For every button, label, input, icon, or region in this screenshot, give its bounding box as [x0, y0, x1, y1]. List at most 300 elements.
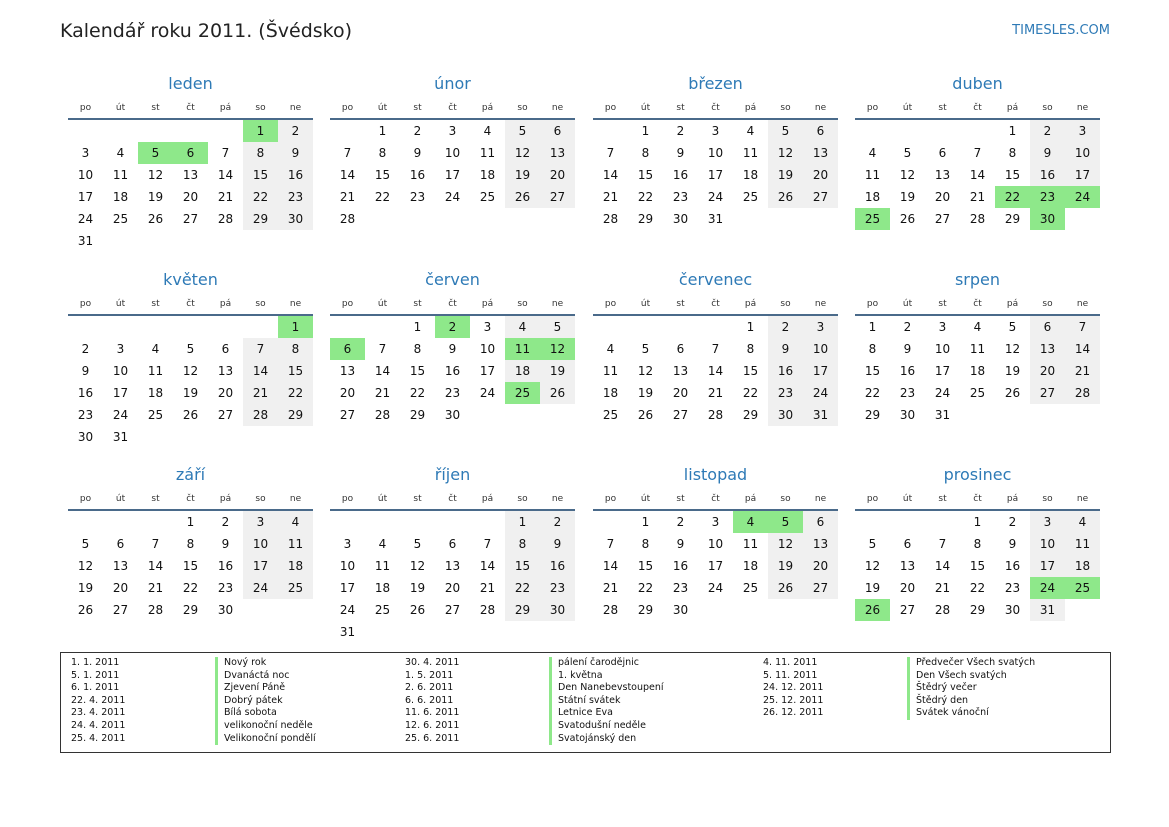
empty-cell	[803, 599, 838, 621]
day-cell: 3	[711, 515, 720, 529]
day-cell: 5	[81, 537, 90, 551]
day-cell: 7	[606, 537, 615, 551]
month-name: prosinec	[943, 465, 1012, 484]
day-cell: 18	[278, 555, 313, 577]
day-cell: 13	[540, 142, 575, 164]
empty-cell	[243, 230, 278, 252]
week-row	[68, 511, 313, 533]
weekday-label: ne	[1076, 103, 1089, 113]
weekday-label: pá	[1006, 103, 1019, 113]
weekday-label: ne	[551, 494, 564, 504]
day-cell: 24	[339, 603, 356, 617]
day-cell: 3	[448, 124, 457, 138]
weekday-header	[855, 487, 1100, 511]
week-row	[330, 621, 575, 643]
empty-cell	[208, 316, 243, 338]
day-cell: 12	[637, 364, 654, 378]
weekday-header	[68, 487, 313, 511]
day-cell: 28	[243, 404, 278, 426]
weekday-label: so	[255, 103, 266, 113]
week-row	[68, 186, 313, 208]
day-cell: 22	[969, 581, 986, 595]
empty-cell	[505, 621, 540, 643]
day-cell: 15	[1004, 168, 1021, 182]
day-cell: 30	[217, 603, 234, 617]
weekday-label: čt	[448, 494, 457, 504]
day-cell: 16	[1004, 559, 1021, 573]
empty-cell	[663, 316, 698, 338]
week-row	[68, 533, 313, 555]
day-cell: 7	[221, 146, 230, 160]
empty-cell	[278, 426, 313, 448]
weekday-header	[855, 96, 1100, 120]
day-cell: 14	[934, 559, 951, 573]
month-5	[68, 268, 313, 448]
empty-cell	[103, 230, 138, 252]
month-name: srpen	[954, 270, 1001, 289]
day-cell: 21	[602, 581, 619, 595]
day-cell: 11	[374, 559, 391, 573]
day-cell: 14	[479, 559, 496, 573]
week-row	[855, 120, 1100, 142]
day-cell: 2	[413, 124, 422, 138]
weekday-label: čt	[448, 299, 457, 309]
empty-cell	[470, 511, 505, 533]
empty-cell	[138, 120, 173, 142]
day-cell: 15	[864, 364, 881, 378]
empty-cell	[855, 511, 890, 533]
holiday-date: 30. 4. 2011	[405, 657, 460, 668]
month-name: únor	[434, 74, 471, 93]
day-cell: 31	[77, 234, 94, 248]
empty-cell	[173, 316, 208, 338]
day-cell: 14	[243, 360, 278, 382]
day-cell: 21	[243, 382, 278, 404]
day-cell: 27	[444, 603, 461, 617]
day-cell: 16	[444, 364, 461, 378]
day-cell: 17	[707, 168, 724, 182]
day-cell: 12	[147, 168, 164, 182]
site-link[interactable]: TIMESLES.COM	[1012, 23, 1110, 38]
day-cell: 14	[1065, 338, 1100, 360]
day-cell: 22	[505, 577, 540, 599]
day-cell: 8	[641, 146, 650, 160]
weekday-label: st	[676, 103, 685, 113]
holiday-name: Svatodušní neděle	[549, 720, 646, 733]
day-cell: 12	[768, 533, 803, 555]
day-cell: 4	[116, 146, 125, 160]
week-row	[855, 208, 1100, 230]
holiday-column	[71, 657, 316, 745]
day-cell: 11	[864, 168, 881, 182]
empty-cell	[1030, 404, 1065, 426]
day-cell: 8	[1008, 146, 1017, 160]
day-cell: 5	[413, 537, 422, 551]
empty-cell	[470, 208, 505, 230]
holiday-date: 4. 11. 2011	[763, 657, 818, 668]
day-cell: 1	[641, 515, 650, 529]
weekday-label: st	[151, 494, 160, 504]
day-cell: 20	[339, 386, 356, 400]
weekday-label: út	[377, 494, 388, 504]
holiday-item	[71, 670, 316, 683]
week-row	[330, 208, 575, 230]
weekday-header	[330, 96, 575, 120]
empty-cell	[138, 426, 173, 448]
day-cell: 29	[742, 408, 759, 422]
day-cell: 11	[969, 342, 986, 356]
week-row	[855, 511, 1100, 533]
weekday-label: po	[604, 103, 617, 113]
day-cell: 22	[278, 382, 313, 404]
day-cell: 20	[803, 164, 838, 186]
day-cell: 13	[444, 559, 461, 573]
day-cell: 25	[969, 386, 986, 400]
weekday-label: po	[341, 494, 354, 504]
day-cell: 5	[1008, 320, 1017, 334]
month-10	[330, 463, 575, 643]
empty-cell	[365, 316, 400, 338]
day-cell: 21	[147, 581, 164, 595]
day-cell: 20	[899, 581, 916, 595]
empty-cell	[925, 511, 960, 533]
weekday-label: ne	[551, 103, 564, 113]
empty-cell	[138, 316, 173, 338]
day-cell: 31	[112, 430, 129, 444]
empty-cell	[1065, 404, 1100, 426]
day-cell: 23	[768, 382, 803, 404]
week-row	[330, 316, 575, 338]
empty-cell	[435, 208, 470, 230]
day-cell: 26	[899, 212, 916, 226]
day-cell: 9	[1030, 142, 1065, 164]
week-row	[68, 577, 313, 599]
day-cell: 19	[409, 581, 426, 595]
weekday-label: st	[676, 494, 685, 504]
day-cell: 19	[182, 386, 199, 400]
day-cell: 16	[409, 168, 426, 182]
day-cell: 14	[707, 364, 724, 378]
day-cell: 28	[602, 603, 619, 617]
day-cell: 8	[378, 146, 387, 160]
day-cell: 9	[676, 146, 685, 160]
day-cell: 22	[864, 386, 881, 400]
day-cell: 28	[1065, 382, 1100, 404]
day-cell: 17	[479, 364, 496, 378]
weekday-label: so	[517, 494, 528, 504]
day-cell: 16	[672, 559, 689, 573]
month-1	[68, 72, 313, 252]
holiday-item	[71, 733, 316, 746]
day-cell: 25	[374, 603, 391, 617]
day-cell: 20	[444, 581, 461, 595]
day-cell: 25	[479, 190, 496, 204]
weekday-label: st	[938, 299, 947, 309]
week-row	[593, 316, 838, 338]
day-cell: 27	[1030, 382, 1065, 404]
holiday-date: 6. 6. 2011	[405, 694, 454, 706]
weekday-label: čt	[186, 103, 195, 113]
empty-cell	[400, 621, 435, 643]
day-cell: 8	[278, 338, 313, 360]
empty-cell	[138, 230, 173, 252]
holiday-item	[763, 682, 1035, 695]
holiday-date: 24. 12. 2011	[763, 682, 824, 694]
empty-cell	[698, 599, 733, 621]
holiday-date: 5. 11. 2011	[763, 669, 818, 681]
empty-cell	[768, 599, 803, 621]
day-cell: 23	[672, 190, 689, 204]
weekday-label: st	[413, 299, 422, 309]
day-cell: 6	[540, 120, 575, 142]
day-cell: 10	[1065, 142, 1100, 164]
empty-cell	[173, 230, 208, 252]
day-cell: 19	[505, 164, 540, 186]
day-cell: 2	[221, 515, 230, 529]
day-cell: 2	[768, 316, 803, 338]
day-cell: 21	[374, 386, 391, 400]
day-cell: 2	[1008, 515, 1017, 529]
day-cell: 7	[378, 342, 387, 356]
empty-cell	[103, 511, 138, 533]
holiday-name: Dobrý pátek	[215, 695, 283, 708]
day-cell: 16	[768, 360, 803, 382]
empty-cell	[540, 621, 575, 643]
day-cell: 3	[116, 342, 125, 356]
week-row	[593, 577, 838, 599]
weekday-label: pá	[481, 494, 494, 504]
empty-cell	[505, 208, 540, 230]
weekday-label: čt	[186, 299, 195, 309]
empty-cell	[330, 316, 365, 338]
week-row	[855, 577, 1100, 599]
holiday-item	[405, 733, 664, 746]
day-cell: 17	[1065, 164, 1100, 186]
week-row	[68, 382, 313, 404]
day-cell: 23	[899, 386, 916, 400]
day-cell: 31	[803, 404, 838, 426]
empty-cell	[435, 621, 470, 643]
weekday-label: ne	[1076, 494, 1089, 504]
month-name: říjen	[434, 465, 471, 484]
day-cell: 1	[868, 320, 877, 334]
holiday-item	[405, 657, 664, 670]
day-cell: 29	[243, 208, 278, 230]
day-cell: 26	[505, 186, 540, 208]
weekday-label: po	[866, 494, 879, 504]
day-cell: 29	[969, 603, 986, 617]
week-row	[593, 533, 838, 555]
day-cell: 4	[505, 316, 540, 338]
day-cell: 30	[278, 208, 313, 230]
day-cell: 13	[339, 364, 356, 378]
week-row	[68, 208, 313, 230]
day-cell: 13	[803, 142, 838, 164]
day-cell: 10	[339, 559, 356, 573]
day-cell: 11	[505, 338, 540, 360]
weekday-label: pá	[744, 494, 757, 504]
day-cell: 3	[343, 537, 352, 551]
day-cell: 30	[672, 603, 689, 617]
day-cell: 9	[540, 533, 575, 555]
day-cell: 13	[112, 559, 129, 573]
day-cell: 20	[112, 581, 129, 595]
day-cell: 19	[540, 360, 575, 382]
empty-cell	[593, 316, 628, 338]
day-cell: 4	[733, 511, 768, 533]
day-cell: 24	[707, 581, 724, 595]
week-row	[68, 404, 313, 426]
week-row	[855, 533, 1100, 555]
empty-cell	[925, 120, 960, 142]
holiday-name: Předvečer Všech svatých	[907, 657, 1035, 670]
day-cell: 15	[969, 559, 986, 573]
weekday-label: pá	[1006, 494, 1019, 504]
day-cell: 22	[637, 581, 654, 595]
day-cell: 6	[448, 537, 457, 551]
day-cell: 5	[186, 342, 195, 356]
day-cell: 1	[1008, 124, 1017, 138]
day-cell: 19	[864, 581, 881, 595]
weekday-label: pá	[1006, 299, 1019, 309]
empty-cell	[400, 511, 435, 533]
day-cell: 17	[339, 581, 356, 595]
holiday-date: 5. 1. 2011	[71, 669, 120, 681]
day-cell: 12	[409, 559, 426, 573]
empty-cell	[103, 316, 138, 338]
week-row	[330, 599, 575, 621]
day-cell: 22	[182, 581, 199, 595]
day-cell: 14	[147, 559, 164, 573]
day-cell: 1	[746, 320, 755, 334]
weekday-label: út	[377, 299, 388, 309]
weekday-label: po	[79, 103, 92, 113]
weekday-label: po	[604, 494, 617, 504]
day-cell: 23	[672, 581, 689, 595]
day-cell: 9	[278, 142, 313, 164]
holiday-date: 6. 1. 2011	[71, 682, 120, 694]
empty-cell	[960, 404, 995, 426]
empty-cell	[330, 511, 365, 533]
day-cell: 28	[479, 603, 496, 617]
day-cell: 22	[243, 186, 278, 208]
day-cell: 14	[969, 168, 986, 182]
weekday-label: pá	[481, 103, 494, 113]
week-row	[330, 533, 575, 555]
holiday-name: velikonoční neděle	[215, 720, 313, 733]
day-cell: 9	[81, 364, 90, 378]
holiday-name: Bílá sobota	[215, 707, 277, 720]
week-row	[330, 382, 575, 404]
day-cell: 26	[147, 212, 164, 226]
day-cell: 3	[1030, 511, 1065, 533]
day-cell: 10	[1030, 533, 1065, 555]
day-cell: 3	[243, 511, 278, 533]
day-cell: 1	[413, 320, 422, 334]
weekday-label: pá	[219, 299, 232, 309]
day-cell: 29	[637, 212, 654, 226]
day-cell: 6	[173, 142, 208, 164]
day-cell: 30	[444, 408, 461, 422]
empty-cell	[540, 208, 575, 230]
day-cell: 27	[899, 603, 916, 617]
day-cell: 9	[676, 537, 685, 551]
day-cell: 15	[243, 164, 278, 186]
holiday-item	[71, 720, 316, 733]
day-cell: 7	[606, 146, 615, 160]
day-cell: 26	[409, 603, 426, 617]
day-cell: 28	[707, 408, 724, 422]
month-name: červen	[425, 270, 480, 289]
weekday-label: út	[640, 299, 651, 309]
holiday-name: Den Nanebevstoupení	[549, 682, 664, 695]
day-cell: 17	[1030, 555, 1065, 577]
day-cell: 25	[855, 208, 890, 230]
day-cell: 1	[505, 511, 540, 533]
day-cell: 27	[339, 408, 356, 422]
month-name: leden	[168, 74, 213, 93]
day-cell: 20	[934, 190, 951, 204]
day-cell: 25	[505, 382, 540, 404]
day-cell: 17	[243, 555, 278, 577]
day-cell: 19	[77, 581, 94, 595]
day-cell: 7	[938, 537, 947, 551]
weekday-label: pá	[744, 299, 757, 309]
day-cell: 6	[903, 537, 912, 551]
day-cell: 4	[606, 342, 615, 356]
month-3	[593, 72, 838, 230]
weekday-label: pá	[219, 103, 232, 113]
day-cell: 23	[1004, 581, 1021, 595]
day-cell: 2	[540, 511, 575, 533]
day-cell: 24	[77, 212, 94, 226]
day-cell: 13	[934, 168, 951, 182]
week-row	[855, 382, 1100, 404]
weekday-label: út	[902, 299, 913, 309]
weekday-label: ne	[814, 299, 827, 309]
day-cell: 21	[934, 581, 951, 595]
day-cell: 16	[278, 164, 313, 186]
weekday-label: st	[413, 494, 422, 504]
month-name: květen	[163, 270, 218, 289]
week-row	[855, 599, 1100, 621]
day-cell: 20	[540, 164, 575, 186]
holiday-name: Letnice Eva	[549, 707, 613, 720]
empty-cell	[278, 599, 313, 621]
holiday-item	[763, 657, 1035, 670]
month-2	[330, 72, 575, 230]
day-cell: 11	[147, 364, 164, 378]
day-cell: 24	[803, 382, 838, 404]
holiday-item	[405, 720, 664, 733]
week-row	[593, 555, 838, 577]
empty-cell	[68, 316, 103, 338]
day-cell: 23	[444, 386, 461, 400]
week-row	[68, 599, 313, 621]
day-cell: 11	[742, 146, 759, 160]
holiday-item	[405, 707, 664, 720]
day-cell: 6	[676, 342, 685, 356]
week-row	[593, 599, 838, 621]
day-cell: 9	[221, 537, 230, 551]
day-cell: 22	[742, 386, 759, 400]
weekday-label: čt	[711, 299, 720, 309]
day-cell: 3	[483, 320, 492, 334]
day-cell: 13	[899, 559, 916, 573]
day-cell: 26	[182, 408, 199, 422]
day-cell: 7	[343, 146, 352, 160]
day-cell: 2	[676, 124, 685, 138]
